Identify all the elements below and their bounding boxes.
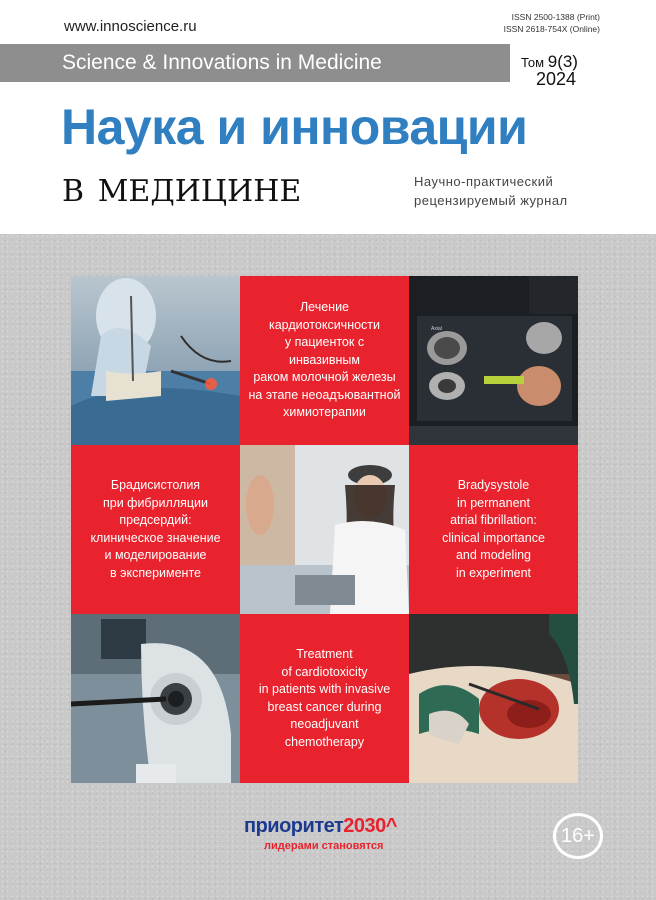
subtitle-line-2: рецензируемый журнал xyxy=(414,193,568,208)
article-title-text: Treatment of cardiotoxicity in patients with invasive breast cancer during neoadjuvant chemotherapy xyxy=(258,647,391,749)
issue-year: 2024 xyxy=(536,69,577,89)
volume-number: 9 xyxy=(547,52,558,71)
logo-caret-icon: ^ xyxy=(385,815,397,837)
article-title-en-bradysystole xyxy=(409,445,578,614)
age-rating-badge: 16+ xyxy=(553,813,603,859)
vr-headset-photo-illustration xyxy=(240,445,409,614)
priority-2030-logo xyxy=(244,815,397,838)
article-title-text: Bradysystole in permanent atrial fibrillation: clinical importance and modeling in experiment xyxy=(442,478,545,580)
article-title-text: Лечение кардиотоксичности у пациенток с инвазивным раком молочной железы на этапе неоадъювантной химиотерапии xyxy=(248,300,401,420)
journal-description xyxy=(414,172,568,210)
journal-title-sub xyxy=(62,162,301,212)
journal-title-main: Наука и инновации xyxy=(61,99,528,155)
logo-text: приоритет xyxy=(244,815,344,837)
robotic-arm-illustration xyxy=(71,614,240,783)
website-url[interactable]: www.innoscience.ru xyxy=(64,18,197,35)
journal-title-sub-text: в медицине xyxy=(62,162,302,212)
article-title-ru-bradysystole xyxy=(71,445,240,614)
logo-number: 2030 xyxy=(343,815,386,837)
article-title-en-cardiotoxicity xyxy=(240,614,409,783)
photo-surgery xyxy=(71,276,240,445)
photo-surgery-closeup xyxy=(409,614,578,783)
volume-label: Том xyxy=(521,55,545,70)
logo-tagline: лидерами становятся xyxy=(264,840,384,852)
subtitle-line-1: Научно-практический xyxy=(414,174,554,189)
photo-mri-screen xyxy=(409,276,578,445)
issn-print: ISSN 2500-1388 (Print) xyxy=(511,12,600,22)
mri-screen-illustration xyxy=(409,276,578,445)
issn-online: ISSN 2618-754X (Online) xyxy=(503,24,600,34)
issue-number: (3) xyxy=(557,52,578,71)
mri-view-label: Axial xyxy=(431,326,442,332)
cover-photo-grid xyxy=(71,276,578,783)
photo-robotic-arm xyxy=(71,614,240,783)
english-title: Science & Innovations in Medicine xyxy=(62,51,382,74)
surgery-photo-illustration xyxy=(71,276,240,445)
logo-wordmark xyxy=(244,815,397,838)
photo-vr-headset xyxy=(240,445,409,614)
article-title-ru-cardiotoxicity xyxy=(240,276,409,445)
surgery-closeup-illustration xyxy=(409,614,578,783)
article-title-text: Брадисистолия при фибрилляции предсердий: клиническое значение и моделирование в эксперименте xyxy=(90,478,221,580)
